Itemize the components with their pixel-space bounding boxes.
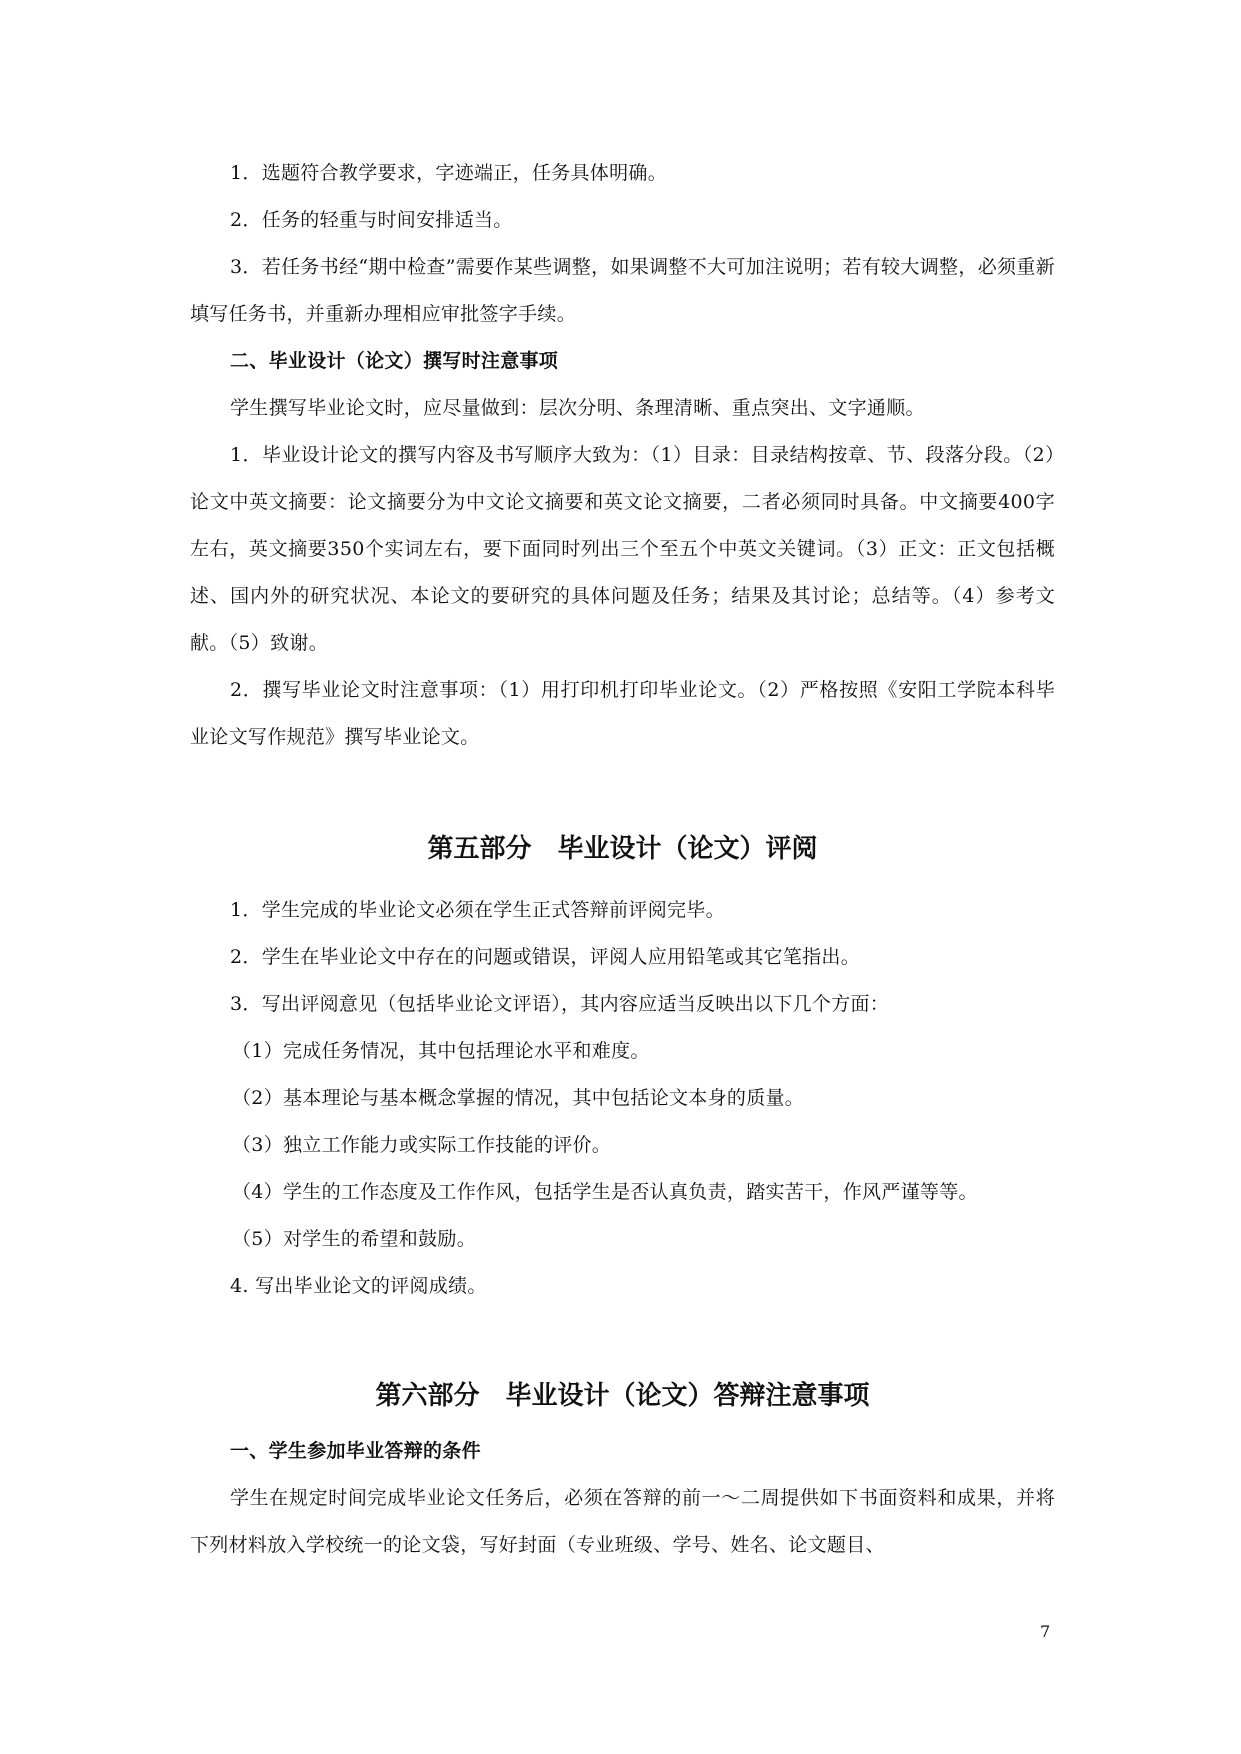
part5-title: 第五部分 毕业设计（论文）评阅 bbox=[427, 834, 818, 864]
review-subitem-4: （4）学生的工作态度及工作作风，包括学生是否认真负责，踏实苦干，作风严谨等等。 bbox=[232, 1181, 978, 1203]
requirement-item-1: 1．选题符合教学要求，字迹端正，任务具体明确。 bbox=[230, 162, 667, 184]
page-number: 7 bbox=[1040, 1622, 1051, 1641]
part6-title: 第六部分 毕业设计（论文）答辩注意事项 bbox=[375, 1381, 870, 1411]
review-item-4: 4. 写出毕业论文的评阅成绩。 bbox=[230, 1275, 487, 1297]
review-item-3: 3．写出评阅意见（包括毕业论文评语），其内容应适当反映出以下几个方面： bbox=[230, 993, 890, 1015]
writing-item-2: 2．撰写毕业论文时注意事项：（1）用打印机打印毕业论文。（2）严格按照《安阳工学院本科毕业论文写作规范》撰写毕业论文。 bbox=[190, 679, 1055, 748]
review-subitem-1: （1）完成任务情况，其中包括理论水平和难度。 bbox=[232, 1040, 650, 1062]
section-heading-writing-notes: 二、毕业设计（论文）撰写时注意事项 bbox=[230, 350, 559, 372]
requirement-item-3: 3．若任务书经“期中检查”需要作某些调整，如果调整不大可加注说明；若有较大调整，必须重新填写任务书，并重新办理相应审批签字手续。 bbox=[190, 256, 1055, 325]
defense-conditions-paragraph: 学生在规定时间完成毕业论文任务后，必须在答辩的前一～二周提供如下书面资料和成果，并将下列材料放入学校统一的论文袋，写好封面（专业班级、学号、姓名、论文题目、 bbox=[190, 1487, 1055, 1556]
review-item-2: 2．学生在毕业论文中存在的问题或错误，评阅人应用铅笔或其它笔指出。 bbox=[230, 946, 860, 968]
section-heading-defense-conditions: 一、学生参加毕业答辩的条件 bbox=[230, 1440, 481, 1462]
review-subitem-2: （2）基本理论与基本概念掌握的情况，其中包括论文本身的质量。 bbox=[232, 1087, 805, 1109]
document-page bbox=[190, 150, 1055, 1569]
writing-item-1: 1．毕业设计论文的撰写内容及书写顺序大致为：（1）目录：目录结构按章、节、段落分段。（2）论文中英文摘要：论文摘要分为中文论文摘要和英文论文摘要，二者必须同时具备。中文摘要400字左右，英文摘要350个实词左右，要下面同时列出三个至五个中英文关键词。（3）正文：正文包括概述、国内外的研究状况、本论文的要研究的具体问题及任务；结果及其讨论；总结等。（4）参考文献。（5）致谢。 bbox=[190, 444, 1055, 654]
review-subitem-3: （3）独立工作能力或实际工作技能的评价。 bbox=[232, 1134, 612, 1156]
writing-intro: 学生撰写毕业论文时，应尽量做到：层次分明、条理清晰、重点突出、文字通顺。 bbox=[230, 397, 925, 419]
review-subitem-5: （5）对学生的希望和鼓励。 bbox=[232, 1228, 476, 1250]
review-item-1: 1．学生完成的毕业论文必须在学生正式答辩前评阅完毕。 bbox=[230, 899, 725, 921]
requirement-item-2: 2．任务的轻重与时间安排适当。 bbox=[230, 209, 513, 231]
